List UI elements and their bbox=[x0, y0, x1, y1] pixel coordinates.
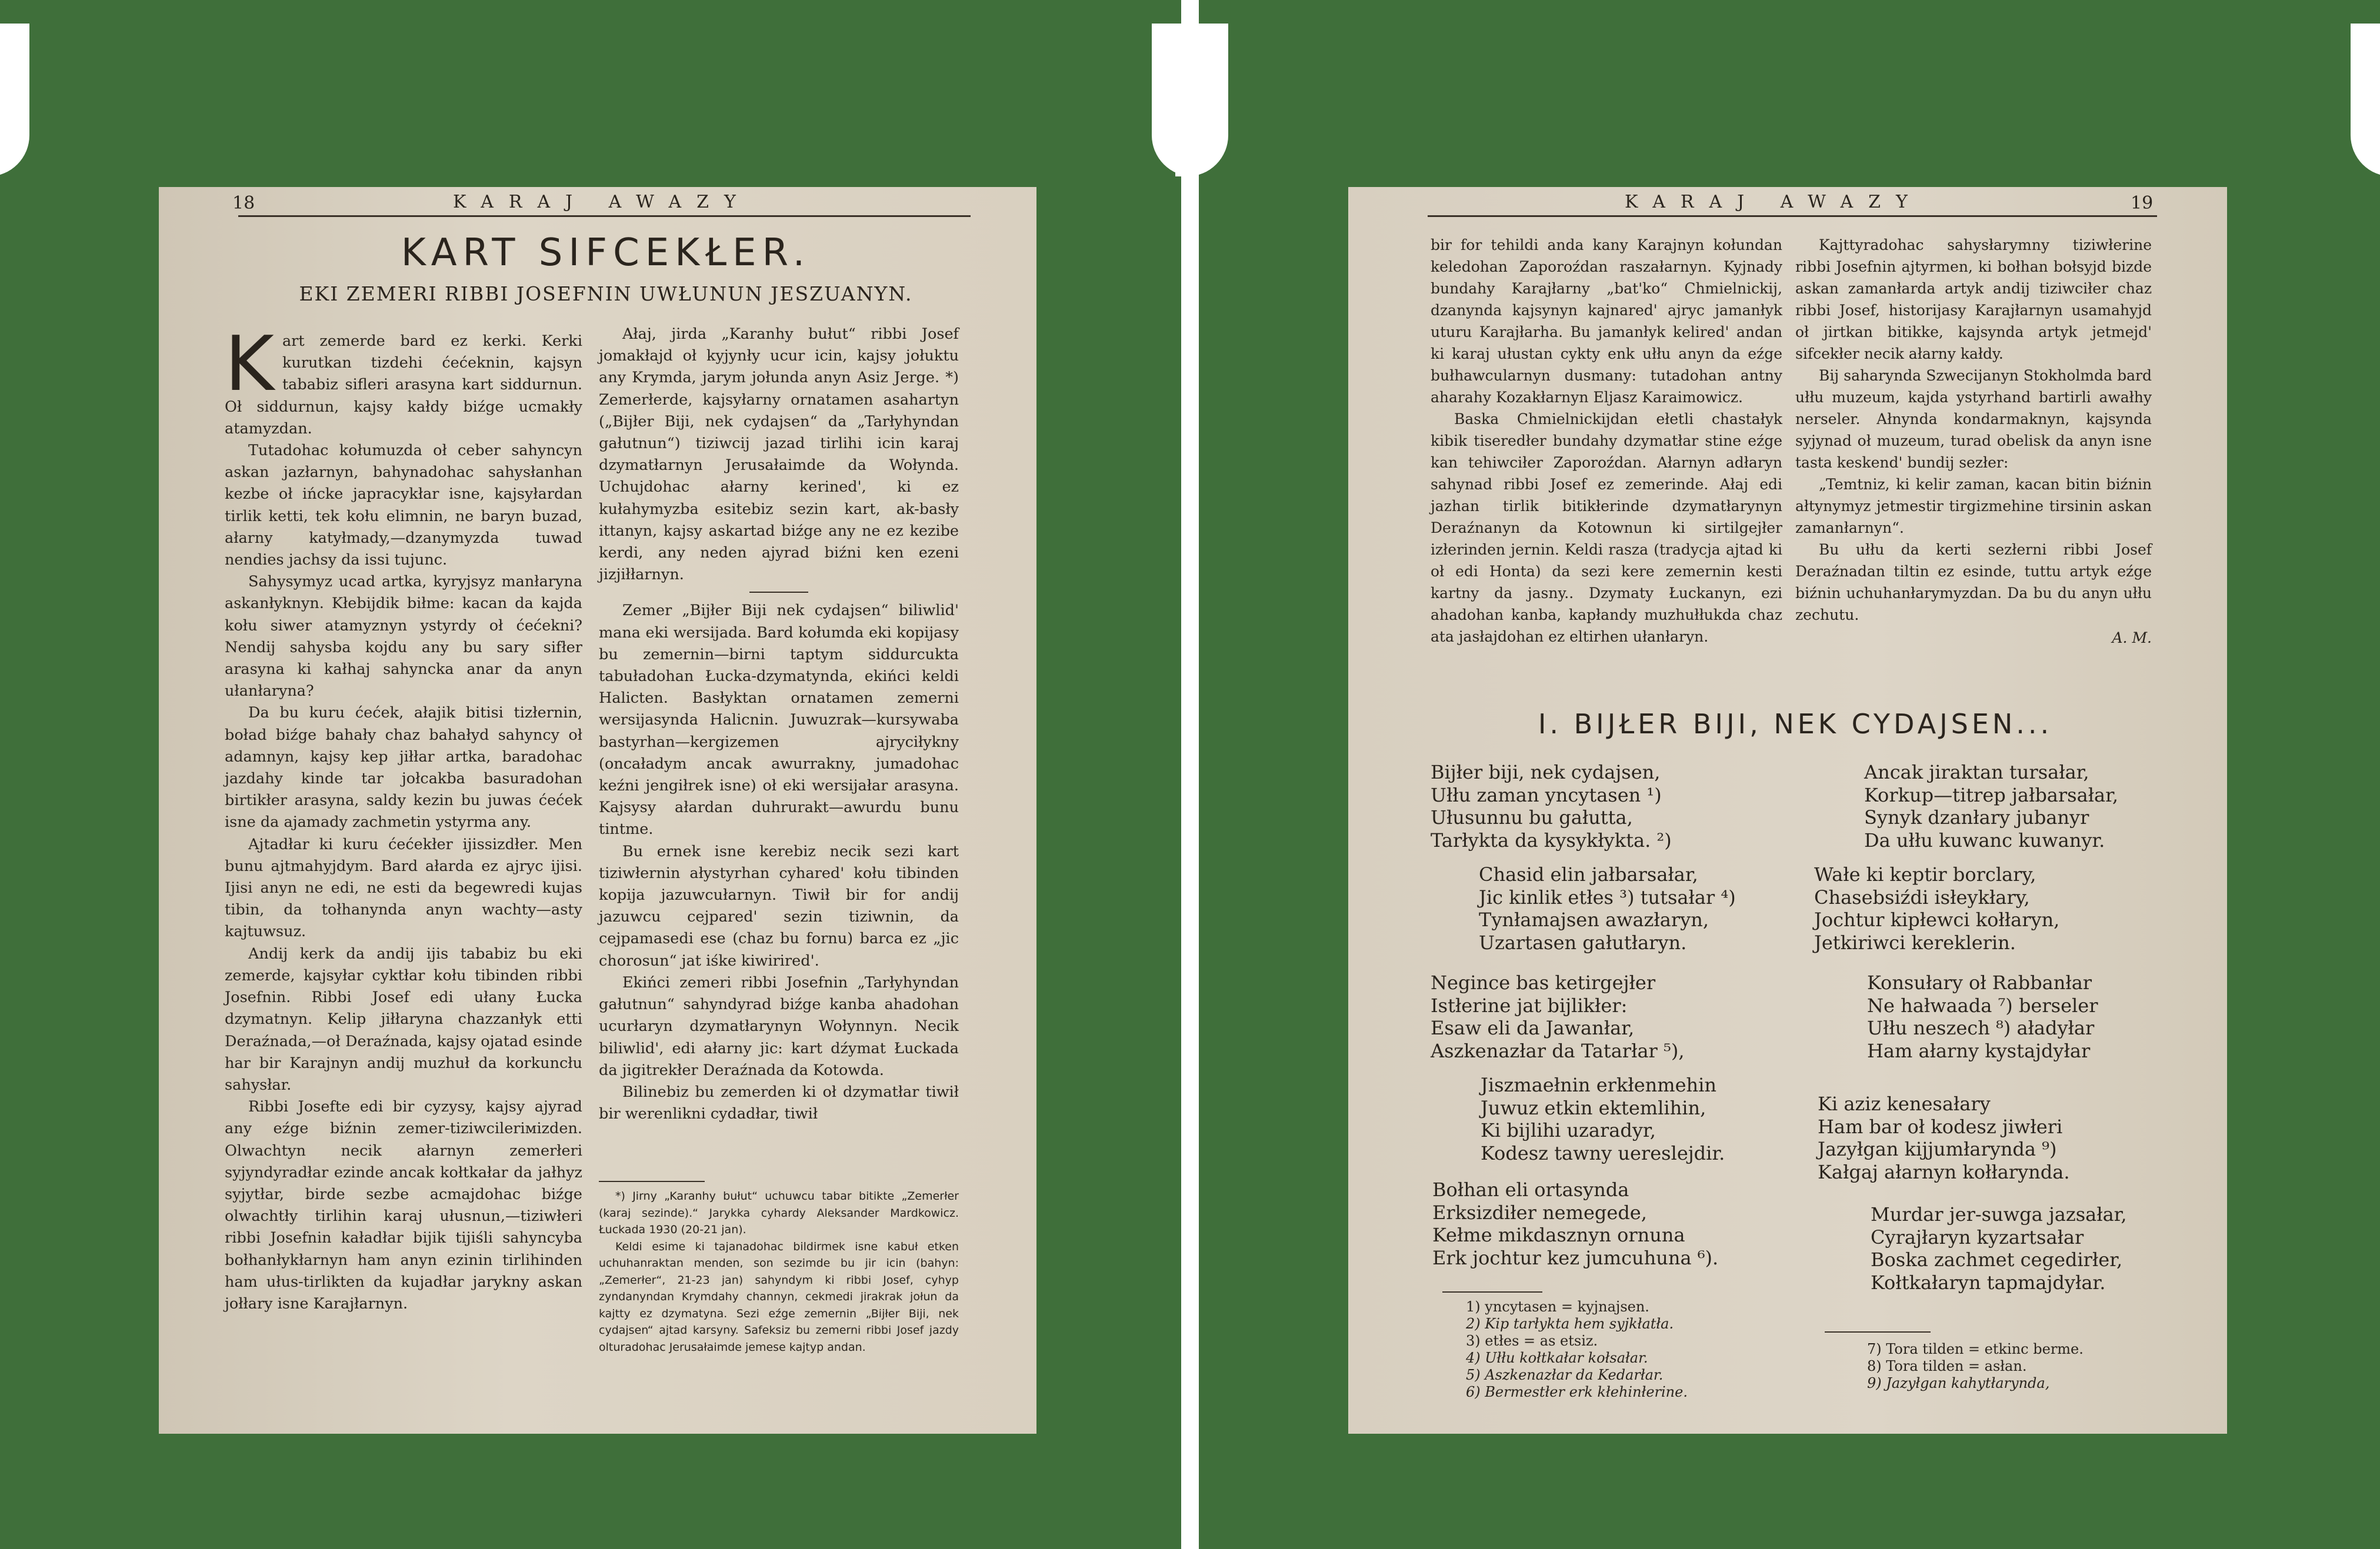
paragraph: „Temtniz, ki kelir zaman, kacan bitin biźnin ałtynymyz jetmestir tirgizmehine tirsinin askan zamanłarnyn“. bbox=[1795, 476, 2152, 536]
section-divider bbox=[749, 592, 808, 593]
signature: A. M. bbox=[2112, 629, 2152, 646]
footnote-rule bbox=[1825, 1331, 1931, 1333]
poem-stanza: Jiszmaełnin erkłenmehin Juwuz etkin ektemlihin, Ki bijlihi uzaradyr, Kodesz tawny uereslejdir. bbox=[1481, 1074, 1725, 1164]
page-number: 19 bbox=[2131, 193, 2154, 213]
left-frame-notch-left bbox=[0, 24, 29, 176]
drop-cap: K bbox=[225, 321, 274, 408]
article-subtitle: EKI ZEMERI RIBBI JOSEFNIN UWŁUNUN JESZUANYN. bbox=[299, 282, 913, 305]
paragraph: Kajttyradohac sahysłarymny tiziwłerine ribbi Josefnin ajtyrmen, ki bołhan bołsyjd bizde askan zamanłarda artyk andij tiziwciłer chaz ribbi Josef, historijasy Karajłarnyn usamahyjd oł jirtkan bitikke, kajsynda artyk jetmejd' sifcekłer necik ałarny kałdy. bbox=[1795, 236, 2152, 362]
left-page bbox=[159, 187, 1036, 1434]
paragraph: Bilinebiz bu zemerden ki oł dzymatłar tiwił bir werenlikni cydadłar, tiwił bbox=[599, 1083, 959, 1123]
poem-stanza: Bijłer biji, nek cydajsen, Ułłu zaman yncytasen ¹) Ułusunnu bu gałutta, Tarłykta da kysykłykta. ²) bbox=[1431, 761, 1672, 852]
header-rule bbox=[1428, 215, 2157, 217]
paragraph: Ekińci zemeri ribbi Josefnin „Tarłyhyndan gałutnun“ sahyndyrad biźge kanba ahadohan ucurłaryn dzymatłarynyn Wołynnyn. Necik biliwlid', edi ałarny jic: kart dźymat Łuckada da jigitrekłer Deraźnada da Kotowda. bbox=[599, 973, 959, 1079]
poem-footnotes-left: 1) yncytasen = kyjnajsen. 2) Kip tarłykta hem syjkłatła. 3) etłes = as etsiz. 4) Ułłu kołtkałar kołsałar. 5) Aszkenazłar da Kedarłar. 6) Bermestłer erk kłehinłerine. bbox=[1466, 1298, 1688, 1400]
paragraph: Bu ernek isne kerebiz necik sezi kart tiziwłernin ałystyrhan cyhared' kołu tibinden kopija jazuwcułarnyn. Tiwił bir for andij jazuwcu cejpared' sezin tiziwnin, da cejpamasedi ese (chaz bu fornu) barca ez „jic chorosun“ jat iśke kiwirired'. bbox=[599, 842, 959, 970]
header-rule bbox=[238, 215, 971, 217]
footnote-rule bbox=[599, 1181, 705, 1182]
left-frame-cap bbox=[0, 0, 1181, 188]
article-title: KART SIFCEKŁER. bbox=[401, 231, 811, 275]
paragraph: Baska Chmielnickijdan ełetli chastałyk kibik tiseredłer bundahy dzymatłar stine eźge kan tehiwciłer Zaporoźdan. Ałarnyn adłaryn sahynad ribbi Josef ez zemerinde. Ałaj edi jazhan tirlik bitikłerinde dzymatłarynyn Deraźnanyn da Kotownun ki sirtilgejłer izłerinden jernin. Keldi rasza (tradycja ajtad ki oł edi Honta) da sezi kere zemernin kesti kartny da jasny.. Dzymaty Łuckanyn, ezi ahadohan kanba, kapłandy muzhułłukda chaz ata jasłajdohan ez eltirhen ułanłaryn. bbox=[1431, 410, 1782, 645]
poem-stanza: Chasid elin jałbarsałar, Jic kinlik etłes ³) tutsałar ⁴) Tynłamajsen awazłaryn, Uzartasen gałutłaryn. bbox=[1479, 863, 1736, 954]
paragraph: Sahysymyz ucad artka, kyryjsyz manłaryna askanłyknyn. Kłebijdik biłme: kacan da kajda kołu siwer atamyznyn ystyrdy oł ćećekni? Nendij sahysba kojdu any bu sary sifłer arasyna ki kałhaj sahyncka anar da anyn ułanłaryna? bbox=[225, 573, 582, 700]
paragraph: Zemer „Bijłer Biji nek cydajsen“ biliwlid' mana eki wersijada. Bard kołumda eki kopijasy bu zemernin—birni taptym siddurcukta tabuładohan Łucka-dzymatynda, ekińci keldi Halicten. Basłyktan ornatamen zemerni wersijasynda Halicnin. Juwuzrak—kursywaba bastyrhan—kergizemen ajryciłykny (oncaładym ancak awurrakny, jumadohac keźni jengiłrek isne) oł eki wersijałar arasyna. Kajsysy ałardan duhrurakt—awurdu bunu tintme. bbox=[599, 602, 959, 839]
poem-stanza: Murdar jer-suwga jazsałar, Cyrajłaryn kyzartsałar Boska zachmet cegedirłer, Kołtkałaryn tapmajdyłar. bbox=[1871, 1203, 2127, 1294]
paragraph: Andij kerk da andij ijis tababiz bu eki zemerde, kajsyłar cyktłar kołu tibinden ribbi Josefnin. Ribbi Josef edi ułany Łucka dzymatnyn. Kelip jiłłaryna chazzanłyk etti Deraźnada,—oł Deraźnada, kajsy ojatad esinde har bir Karajnyn andij muzhuł da korkuncłu sahysłar. bbox=[225, 944, 582, 1094]
paragraph: Bij saharynda Szwecijanyn Stokholmda bard ułłu muzeum, kajda ystyrhand bartirli awałhy nerseler. Ałnynda kondarmaknyn, kajsynda syjynad oł muzeum, turad obelisk da anyn isne tasta keskend' bundij sezłer: bbox=[1795, 367, 2152, 471]
paragraph: Ałaj, jirda „Karanhy bułut“ ribbi Josef jomakłajd oł kyjynły ucur icin, kajsy jołuktu any Krymda, jarym jołunda anyn Asiz Jerge. *) Zemerłerde, kajsyłarny ornatamen asahartyn („Bijłer Biji, nek cydajsen“ da „Tarłyhyndan gałutnun“) tiziwcij jazad tirlihi icin karaj dzymatłarnyn Jerusałaimde da Wołynda. Uchujdohac ałarny kerined', ki ez kułahymyzba esitebiz sezin kart, ak-basły ittanyn, kajsy askartad biźge any ne ez kezibe kerdi, any neden ajyrad biźni ken ezeni jizjiłłarnyn. bbox=[599, 325, 959, 584]
poem-stanza: Negince bas ketirgejłer Istłerine jat bijlikłer: Esaw eli da Jawanłar, Aszkenazłar da Tatarłar ⁵), bbox=[1431, 972, 1685, 1062]
running-head: KARAJ AWAZY bbox=[453, 192, 751, 212]
right-page-column-2 bbox=[1795, 234, 2152, 649]
paragraph: Ajtadłar ki kuru ćećekłer ijissizdłer. Men bunu ajtmahyjdym. Bard ałarda ez ajryc ijisi. Ijisi anyn ne edi, ne esti da begewredi kujas tibin, da tołhanynda anyn wachty—asty kajtuwsuz. bbox=[225, 835, 582, 941]
paragraph: art zemerde bard ez kerki. Kerki kurutkan tizdehi ćećeknin, kajsyn tababiz sifleri arasyna kart siddurnun. Oł siddurnun, kajsy kałdy biźge ucmakły atamyzdan. bbox=[225, 332, 582, 438]
footnote: *) Jirny „Karanhy bułut“ uchuwcu tabar bitikte „Zemerłer (karaj sezinde).“ Jarykka cyhardy Aleksander Mardkowicz. Łuckada 1930 (20-21 jan). bbox=[599, 1190, 959, 1236]
paragraph: bir for tehildi anda kany Karajnyn kołundan keledohan Zaporoźdan raszałarnyn. Kyjnady bundahy Karajłarny „bat'ko“ Chmielnickij, dzanynda kajsynyn kajnared' ajryc jamanłyk uturu Karajłarha. Bu jamanłyk kelired' andan ki karaj ułustan cykty enk ułłu anyn da eźge bułhawcularnyn dusmany: tutadohan antny aharahy Kozakłarnyn Eljasz Karaimowicz. bbox=[1431, 236, 1782, 406]
right-frame-cap bbox=[1199, 0, 2380, 188]
right-frame-notch-right bbox=[2351, 24, 2380, 176]
paragraph: Da bu kuru ćećek, ałajik bitisi tizłernin, boład biźge bahały chaz bahałyd sahyncy oł adamnyn, kajsy kep jiłłar artka, baradohac jazdahy kinde tar jołcakba basuradohan birtikłer arasyna, saldy kezin bu juwas ćećek isne da ajamady zachmetin ystyrma any. bbox=[225, 704, 582, 832]
poem-stanza: Wałe ki keptir borclary, Chasebsiźdi isłeykłary, Jochtur kipłewci kołłaryn, Jetkiriwci kereklerin. bbox=[1814, 863, 2060, 954]
poem-stanza: Bołhan eli ortasynda Erksizdiłer nemegede, Kełme mikdasznyn ornuna Erk jochtur kez jumcuhuna ⁶). bbox=[1432, 1179, 1719, 1269]
right-page-column-1 bbox=[1431, 234, 1782, 647]
left-page-column-1 bbox=[225, 321, 582, 1315]
footnotes bbox=[599, 1188, 959, 1356]
poem-stanza: Ki aziz kenesałary Ham bar oł kodesz jiwłeri Jazyłgan kijjumłarynda ⁹) Kałgaj ałarnyn kołłarynda. bbox=[1818, 1093, 2070, 1183]
poem-footnotes-right: 7) Tora tilden = etkinc berme. 8) Tora tilden = asłan. 9) Jazyłgan kahytłarynda, bbox=[1867, 1341, 2084, 1391]
right-frame-notch-left bbox=[1175, 24, 1228, 176]
page-number: 18 bbox=[232, 193, 255, 213]
footnote: Keldi esime ki tajanadohac bildirmek isne kabuł etken uchuhanraktan menden, son sezimde bu jir icin (bahyn: „Zemerłer“, 21-23 jan) sahyndym ki ribbi Josef, cyhyp zyndanyndan Krymdahy channyn, cekmedi jirakrak jołun da kajtty ez dzymatyna. Sezi eźge zemernin „Bijłer Biji, nek cydajsen“ ajtad karsyny. Safeksiz bu zemerni ribbi Josef jazdy olturadohac Jerusałaimde jemese kajtyp andan. bbox=[599, 1240, 959, 1354]
poem-title: I. BIJŁER BIJI, NEK CYDAJSEN... bbox=[1538, 708, 2053, 740]
running-head: KARAJ AWAZY bbox=[1625, 192, 1923, 212]
right-page bbox=[1348, 187, 2227, 1434]
paragraph: Ribbi Josefte edi bir cyzysy, kajsy ajyrad any eźge biźnin zemer-tiziwcileriмizden. Olwachtyn necik ałarnyn zemerłeri syjyndyradłar ezinde ancak kołtkałar da jałhyz syjytłar, birde sezbe acmajdohac biźge olwachtły tirlihin karaj ułusnun,—tiziwłeri ribbi Josefnin kaładłar bijik tijiśli sahyncyba bołhanłykłarnyn ham anyn ezinin tirlihinden ham ułus-tirlikten da kujadłar jarykny askan jołłary isne Karajłarnyn. bbox=[225, 1098, 582, 1313]
left-page-column-2 bbox=[599, 323, 959, 1125]
footnote-rule bbox=[1442, 1291, 1542, 1293]
paragraph: Tutadohac kołumuzda oł ceber sahyncyn askan jazłarnyn, bahynadohac sahysłanhan kezbe oł ińcke japracykłar isne, kajsyłardan tirlik ketti, tek kołu elimnin, ne baryn buzad, ałarny katyłmady,—dzanymyzda tuwad nendies jachsy da issi tujunc. bbox=[225, 442, 582, 569]
poem-stanza: Konsułary oł Rabbanłar Ne hałwaada ⁷) berseler Ułłu neszech ⁸) aładyłar Ham ałarny kystajdyłar bbox=[1867, 972, 2098, 1062]
poem-stanza: Ancak jiraktan tursałar, Korkup—titrep jałbarsałar, Synyk dzanłary jubanyr Da ułłu kuwanc kuwanyr. bbox=[1864, 761, 2119, 852]
paragraph: Bu ułłu da kerti sezłerni ribbi Josef Deraźnadan tiltin ez esinde, tuttu artyk eźge biźnin uchuhanłarymyzdan. Da bu du anyn ułłu zechutu. bbox=[1795, 541, 2152, 623]
